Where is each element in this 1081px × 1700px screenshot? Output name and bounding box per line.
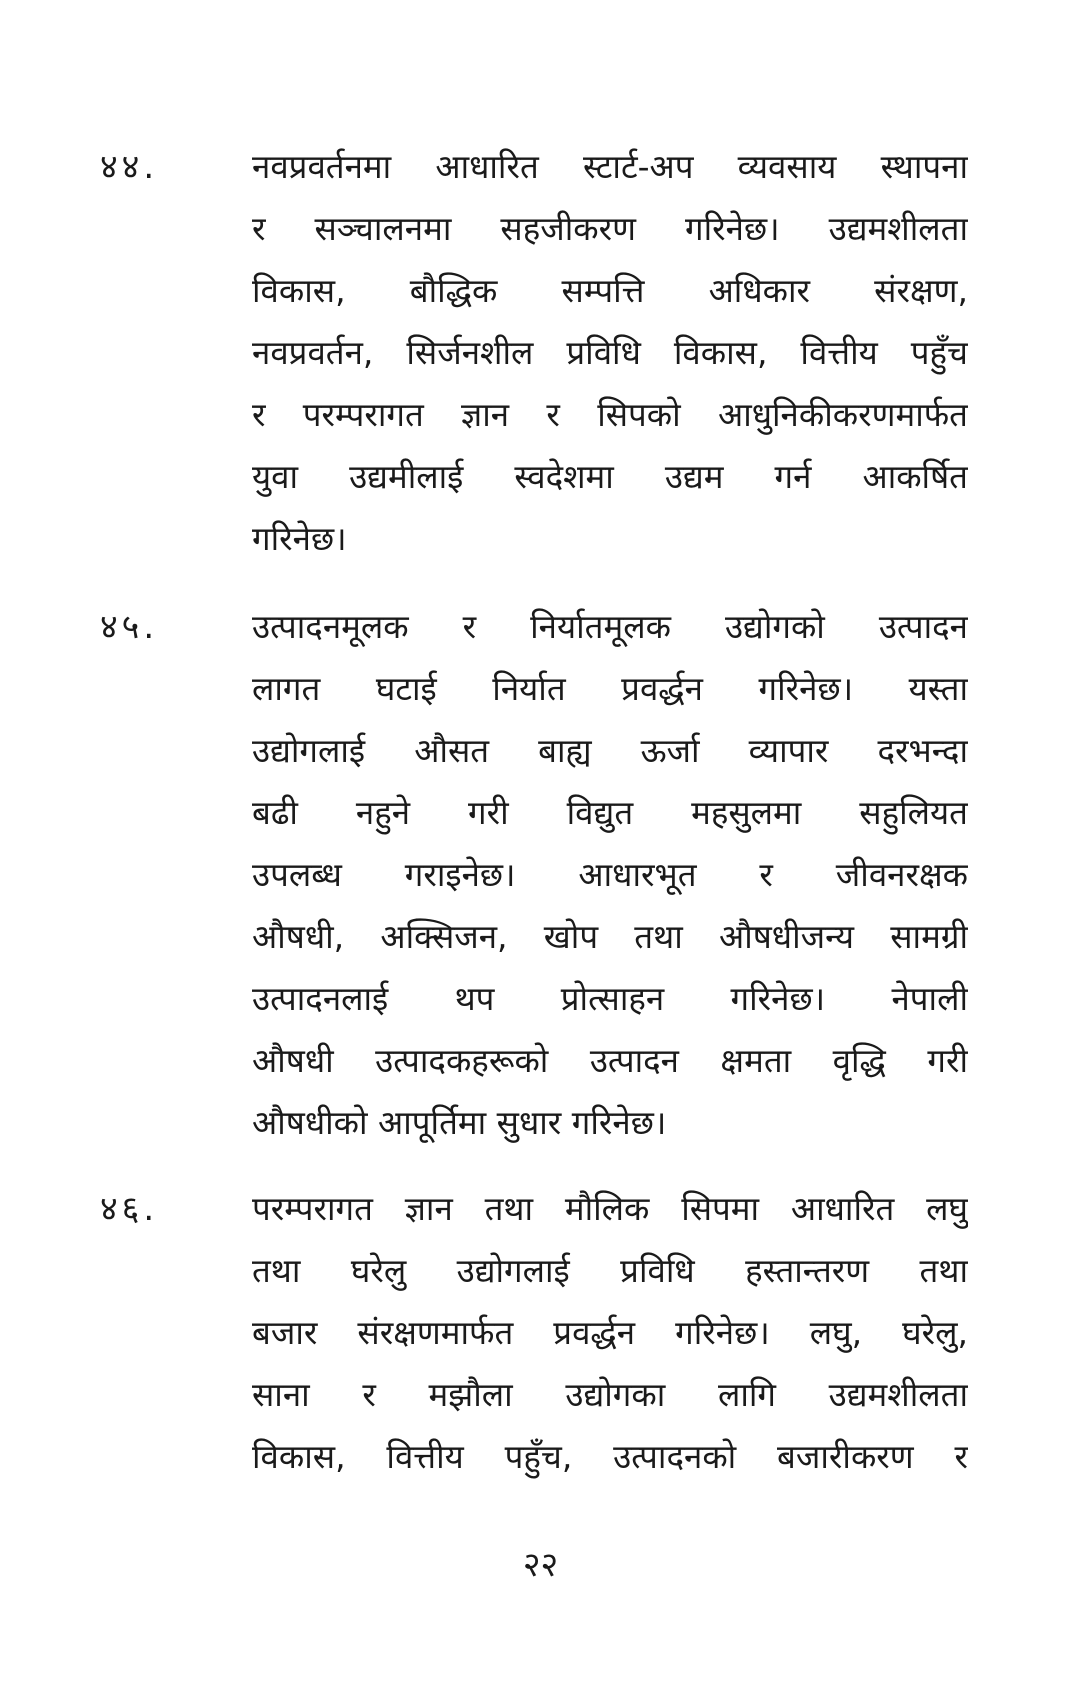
paragraph-number: ४४. [100, 147, 159, 187]
paragraph-number: ४६. [100, 1189, 159, 1229]
text-line: र परम्परागत ज्ञान र सिपको आधुनिकीकरणमार्फत [252, 395, 968, 434]
text-line: र सञ्चालनमा सहजीकरण गरिनेछ। उद्यमशीलता [252, 209, 968, 248]
text-line: विकास, वित्तीय पहुँच, उत्पादनको बजारीकरण र [252, 1437, 968, 1476]
text-line: उपलब्ध गराइनेछ। आधारभूत र जीवनरक्षक [252, 855, 968, 894]
text-line: बजार संरक्षणमार्फत प्रवर्द्धन गरिनेछ। लघु, घरेलु, [252, 1313, 968, 1352]
text-line: औषधी, अक्सिजन, खोप तथा औषधीजन्य सामग्री [252, 917, 968, 956]
text-line: उत्पादनलाई थप प्रोत्साहन गरिनेछ। नेपाली [252, 979, 968, 1018]
page-number: २२ [522, 1545, 559, 1585]
text-line: विकास, बौद्धिक सम्पत्ति अधिकार संरक्षण, [252, 271, 968, 310]
text-line: औषधीको आपूर्तिमा सुधार गरिनेछ। [252, 1103, 667, 1142]
text-line: नवप्रवर्तनमा आधारित स्टार्ट-अप व्यवसाय स्थापना [252, 147, 968, 186]
text-line: गरिनेछ। [252, 519, 347, 558]
text-line: लागत घटाई निर्यात प्रवर्द्धन गरिनेछ। यस्ता [252, 669, 968, 708]
text-line: औषधी उत्पादकहरूको उत्पादन क्षमता वृद्धि गरी [252, 1041, 968, 1080]
paragraph-number: ४५. [100, 607, 159, 647]
text-line: नवप्रवर्तन, सिर्जनशील प्रविधि विकास, वित्तीय पहुँच [252, 333, 968, 372]
text-line: परम्परागत ज्ञान तथा मौलिक सिपमा आधारित लघु [252, 1189, 968, 1228]
paragraph-text [252, 136, 968, 570]
text-line: तथा घरेलु उद्योगलाई प्रविधि हस्तान्तरण तथा [252, 1251, 968, 1290]
paragraph-text [252, 1178, 968, 1488]
text-line: युवा उद्यमीलाई स्वदेशमा उद्यम गर्न आकर्षित [252, 457, 968, 496]
text-line: उद्योगलाई औसत बाह्य ऊर्जा व्यापार दरभन्दा [252, 731, 968, 770]
paragraph-text [252, 596, 968, 1154]
text-line: बढी नहुने गरी विद्युत महसुलमा सहुलियत [252, 793, 968, 832]
text-line: साना र मझौला उद्योगका लागि उद्यमशीलता [252, 1375, 968, 1414]
text-line: उत्पादनमूलक र निर्यातमूलक उद्योगको उत्पादन [252, 607, 968, 646]
